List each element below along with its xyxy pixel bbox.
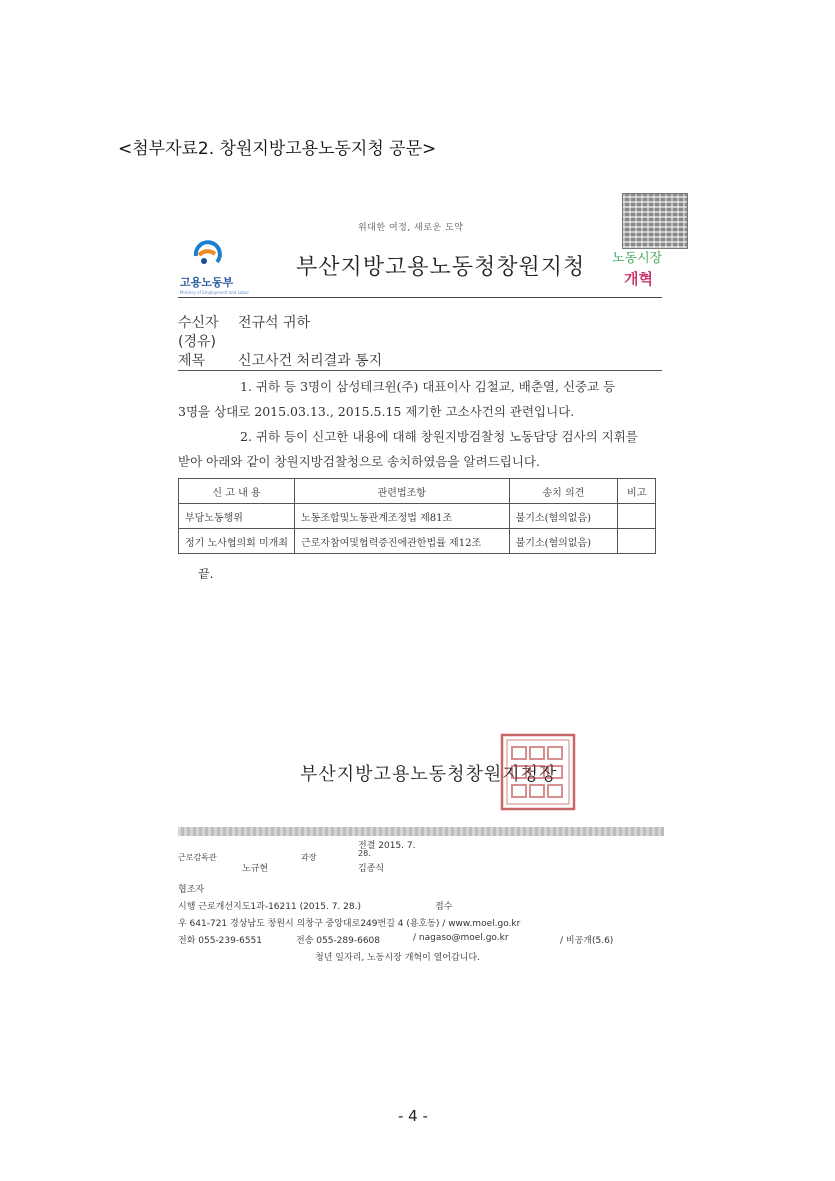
page-number: - 4 - <box>398 1107 428 1125</box>
table-header: 비고 <box>618 479 656 504</box>
paragraph-1-line-2: 3명을 상대로 2015.03.13., 2015.5.15 제기한 고소사건의 관련입니다. <box>178 404 575 419</box>
qr-code-icon <box>622 193 688 249</box>
subject-label: 제목 <box>178 353 206 369</box>
ministry-logo-text: 고용노동부 <box>180 276 234 289</box>
table-header: 송치 의견 <box>509 479 618 504</box>
recipient-value: 전규석 귀하 <box>238 315 311 331</box>
table-cell <box>618 529 656 554</box>
inspector-role: 근로감독관 <box>178 853 217 862</box>
slogan: 위대한 여정, 새로운 도약 <box>358 223 464 233</box>
labor-reform-logo-line2: 개혁 <box>624 270 653 288</box>
results-table <box>178 478 656 554</box>
recipient-label: 수신자 <box>178 315 219 331</box>
approval-day: 28. <box>358 849 371 858</box>
cooperator-label: 협조자 <box>178 885 205 895</box>
fax-number: 전송 055-289-6608 <box>296 936 381 946</box>
table-header-row <box>179 479 656 504</box>
ministry-logo-subtext: Ministry of Employment and Labor <box>180 290 249 295</box>
inspector-name: 노규현 <box>242 864 269 874</box>
organization-title: 부산지방고용노동청창원지청 <box>296 255 586 280</box>
disclosure-status: / 비공개(5.6) <box>560 936 614 946</box>
table-header: 신 고 내 용 <box>179 479 295 504</box>
labor-reform-logo-line1: 노동시장 <box>612 251 663 266</box>
table-cell <box>618 504 656 529</box>
manager-role: 과장 <box>301 853 317 862</box>
ministry-logo-icon <box>190 236 224 270</box>
labor-reform-logo-icon <box>610 244 668 290</box>
receive-label: 접수 <box>435 902 453 912</box>
header-divider <box>178 297 662 298</box>
table-row <box>179 529 656 554</box>
subject-value: 신고사건 처리결과 통지 <box>238 353 383 369</box>
table-cell: 노동조합및노동관계조정법 제81조 <box>294 504 509 529</box>
phone-number: 전화 055-239-6551 <box>178 936 263 946</box>
email-address: / nagaso@moel.go.kr <box>413 933 509 943</box>
table-cell: 불기소(혐의없음) <box>509 529 618 554</box>
official-seal-icon <box>500 733 576 811</box>
approval-label: 전결 2015. 7. <box>358 841 416 851</box>
paragraph-2-line-1: 2. 귀하 등이 신고한 내용에 대해 창원지방검찰청 노동담당 검사의 지휘를 <box>240 429 638 444</box>
closing-slogan: 청년 일자리, 노동시장 개혁이 열어갑니다. <box>315 953 480 963</box>
via-label: (경유) <box>178 334 216 350</box>
table-cell: 불기소(혐의없음) <box>509 504 618 529</box>
paragraph-2-line-2: 받아 아래와 같이 창원지방검찰청으로 송치하였음을 알려드립니다. <box>178 454 540 469</box>
table-header: 관련법조항 <box>294 479 509 504</box>
address-line: 우 641-721 경상남도 창원시 의창구 중앙대로249번길 4 (용호동) / www.moel.go.kr <box>178 919 521 929</box>
table-cell: 부당노동행위 <box>179 504 295 529</box>
table-cell: 정기 노사협의회 미개최 <box>179 529 295 554</box>
paragraph-1-line-1: 1. 귀하 등 3명이 삼성테크윈(주) 대표이사 김철교, 배춘열, 신중교 등 <box>240 379 616 394</box>
subject-divider <box>178 370 662 371</box>
sender-title: 부산지방고용노동청창원지청장 <box>300 764 558 785</box>
attachment-heading: <첨부자료2. 창원지방고용노동지청 공문> <box>118 139 437 159</box>
enforcement-line: 시행 근로개선지도1과-16211 (2015. 7. 28.) <box>178 902 361 912</box>
manager-name: 김종식 <box>358 864 385 874</box>
footer-band <box>178 827 664 836</box>
end-mark: 끝. <box>198 567 214 581</box>
table-cell: 근로자참여및협력증진에관한법률 제12조 <box>294 529 509 554</box>
table-row <box>179 504 656 529</box>
